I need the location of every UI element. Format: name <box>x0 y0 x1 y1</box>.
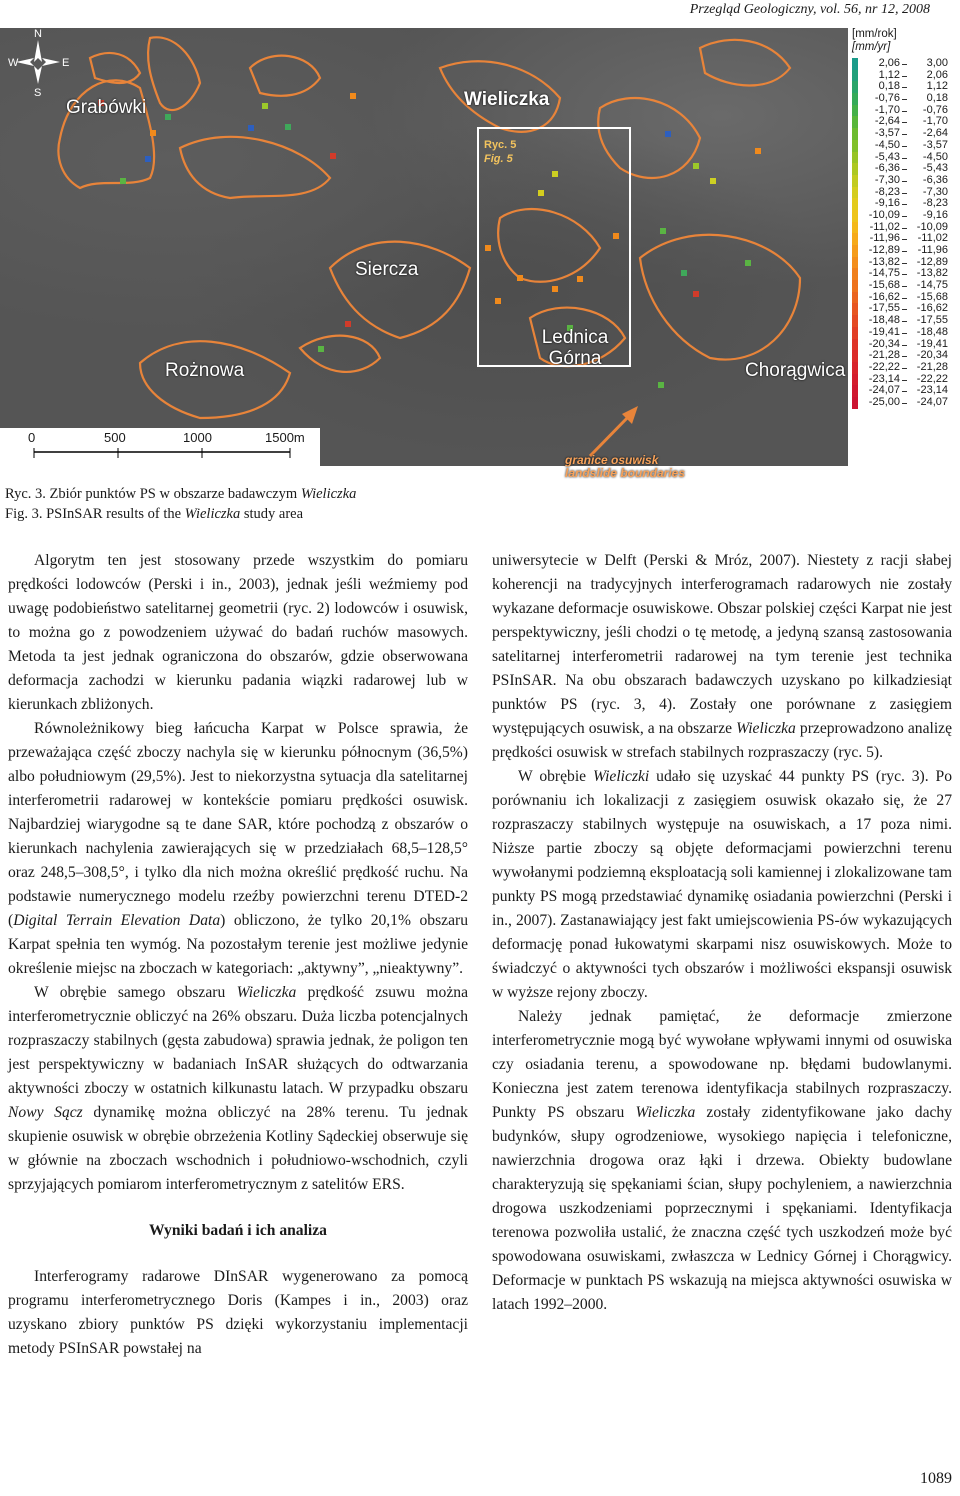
left-p2: Równoleżnikowy bieg łańcucha Karpat w Polsce sprawia, że przeważająca część zboczy nachyla się w kierunku północnym (36,5%) albo południowym (29,5%). Jest to niekorzystna sytuacja dla satelitarnej interferometrii radarowej w kontekście pomiaru prędkości osuwisk. Najbardziej wiarygodne są te dane SAR, które pochodzą z obszarów o kierunkach nachylenia zawierających się w przedziałach 68,5–128,5° oraz 248,5–308,5°, i tylko dla nich można określić prędkość ruchu. Na podstawie numerycznego modelu rzeźby powierzchni terenu DTED-2 (Digital Terrain Elevation Data) obliczono, że tylko 20,1% obszaru Karpat spełnia ten wymóg. Na pozostałym terenie jest możliwe jedynie określenie miejsc na zboczach w kategoriach: „aktywny”, „nieaktywny”. <box>8 720 468 977</box>
caption-pl-italic: Wieliczka <box>300 486 357 502</box>
legend-row <box>848 327 960 339</box>
boundary-label-en: landslide boundaries <box>565 466 686 481</box>
place-roznowa: Rożnowa <box>165 360 245 381</box>
legend-from: -0,76 <box>874 92 900 105</box>
legend-swatch <box>852 257 858 269</box>
legend-swatch <box>852 210 858 222</box>
legend-from: -7,30 <box>874 173 900 186</box>
legend-dash <box>902 134 907 135</box>
legend-from: -10,09 <box>868 208 900 221</box>
legend-dash <box>902 345 907 346</box>
landslide-boundary-label <box>565 454 685 480</box>
legend-dash <box>902 87 907 88</box>
legend-swatch <box>852 128 858 140</box>
legend-to: -19,41 <box>916 337 948 350</box>
legend-dash <box>902 403 907 404</box>
legend-to: -24,07 <box>916 395 948 408</box>
legend-to: 3,00 <box>926 57 948 69</box>
page-number: 1089 <box>920 1470 952 1487</box>
caption-en-suffix: study area <box>240 506 304 522</box>
right-column <box>492 549 952 1317</box>
legend-dash <box>902 146 907 147</box>
compass-w: W <box>8 57 19 69</box>
legend-swatch <box>852 268 858 280</box>
right-p3: Należy jednak pamiętać, że deformacje zmierzone interferometrycznie mogą być wywołane wpływami innymi od osuwiska czy osiadania terenu, a spowodowane np. błędami budowlanymi. Konieczna jest zatem terenowa identyfikacja stabilnych rozpraszaczy. Punkty PS obszaru Wieliczka zostały zidentyfikowane jako dachy budynków, słupy ogrodzeniowe, wysokiego napięcia i telefoniczne, nawierzchnia drogowa oraz łąki i drzewa. Obiekty budowlane charakteryzują się spękaniami ścian, słupy pochyleniem, a nawierzchnia drogowa uszkodzeniami poprzecznymi i spękaniami. Identyfikacja terenowa pozwoliła ustalić, że znaczna część tych uszkodzeń może być spowodowana osuwiskami, zwłaszcza w Lednicy Górnej i Chorągwicy. Deformacje w punktach PS wskazują na miejsca aktywności osuwiska w latach 1992–2000. <box>492 1008 953 1313</box>
legend-dash <box>902 204 907 205</box>
legend-to: -6,36 <box>922 173 948 186</box>
legend-dash <box>902 333 907 334</box>
legend-dash <box>902 274 907 275</box>
place-choragwica: Chorągwica <box>745 360 846 381</box>
caption-en-prefix: Fig. 3. <box>5 506 43 522</box>
legend-from: -22,22 <box>868 360 900 373</box>
legend-from: -11,96 <box>869 232 900 245</box>
place-wieliczka: Wieliczka <box>464 89 550 110</box>
legend-from: 1,12 <box>878 68 900 81</box>
legend-to: -8,23 <box>922 197 948 210</box>
ps-points <box>98 93 761 388</box>
legend-dash <box>902 158 907 159</box>
scale-0: 0 <box>28 430 36 445</box>
legend-to: -0,76 <box>922 103 948 116</box>
legend-row <box>848 93 960 105</box>
legend-from: -4,50 <box>874 138 900 151</box>
legend-swatch <box>852 245 858 257</box>
legend-dash <box>902 99 907 100</box>
legend-from: -14,75 <box>868 267 900 280</box>
legend-swatch <box>852 116 858 128</box>
legend-from: 2,06 <box>878 57 900 69</box>
legend-swatch <box>852 374 858 386</box>
legend-swatch <box>852 362 858 374</box>
legend-row <box>848 175 960 187</box>
legend-from: -13,82 <box>868 255 900 268</box>
left-p3: W obrębie samego obszaru Wieliczka prędkość zsuwu można interferometrycznie obliczyć na 26% obszaru. Duża liczba potencjalnych rozpraszaczy stabilnych (gęsta zabudowa) sprawia jednak, że poligon ten jest perspektywiczny w badaniach InSAR służących do odtwarzania aktywności zboczy w ostatnich kilkunastu latach. W przypadku obszaru Nowy Sącz dynamikę można obliczyć na 28% terenu. Tu jednak skupienie osuwisk w obrębie obrzeżenia Kotliny Sądeckiej obserwuje się w głównie na zboczach wschodnich i południowo-wschodnich, czyli sprzyjających pomiarom interferometrycznym z satelitów ERS. <box>8 984 468 1193</box>
legend-to: -21,28 <box>916 360 948 373</box>
legend-dash <box>902 193 907 194</box>
place-grabowki: Grabówki <box>66 97 147 118</box>
legend-to: 1,12 <box>926 80 948 93</box>
legend-from: -17,55 <box>868 302 900 315</box>
legend-from: -6,36 <box>874 162 900 175</box>
legend-dash <box>902 239 907 240</box>
legend-unit-en: [mm/yr] <box>852 41 891 53</box>
legend-dash <box>902 76 907 77</box>
caption-en <box>5 504 356 524</box>
compass-e: E <box>62 57 70 69</box>
legend-from: -18,48 <box>868 314 900 327</box>
legend-from: -12,89 <box>868 244 900 256</box>
legend-to: -18,48 <box>916 325 948 338</box>
legend-swatch <box>852 163 858 175</box>
legend-to: -11,02 <box>917 232 948 245</box>
fig5-label: Fig. 5 <box>484 153 513 165</box>
legend-dash <box>902 169 907 170</box>
legend-swatch <box>852 292 858 304</box>
legend-dash <box>902 64 907 65</box>
legend-dash <box>902 321 907 322</box>
legend-dash <box>902 286 907 287</box>
legend-dash <box>902 228 907 229</box>
legend-swatch <box>852 327 858 339</box>
ps-map-figure <box>0 28 848 481</box>
legend-to: -16,62 <box>916 302 948 315</box>
legend-to: -4,50 <box>922 150 948 163</box>
legend-dash <box>902 263 907 264</box>
legend-row <box>848 210 960 222</box>
legend-to: -11,96 <box>917 244 948 256</box>
scale-500: 500 <box>104 430 126 445</box>
caption-en-text: PSInSAR results of the <box>42 506 185 522</box>
legend-from: -25,00 <box>868 395 900 408</box>
compass-s: S <box>34 87 42 99</box>
place-siercza: Siercza <box>355 259 419 280</box>
legend-to: -17,55 <box>916 314 948 327</box>
legend-swatch <box>852 140 858 152</box>
legend-from: -23,14 <box>868 372 900 385</box>
legend-swatch <box>852 105 858 117</box>
legend-swatch <box>852 280 858 292</box>
section-heading: Wyniki badań i ich analiza <box>149 1222 327 1239</box>
legend-from: -21,28 <box>868 349 900 362</box>
legend-swatch <box>852 152 858 164</box>
legend-to: -14,75 <box>916 279 948 292</box>
legend-to: -15,68 <box>916 290 948 303</box>
caption-pl-prefix: Ryc. 3. <box>5 486 46 502</box>
figure-caption <box>5 484 356 524</box>
left-p1: Algorytm ten jest stosowany przede wszystkim do pomiaru prędkości lodowców (Perski i in., 2003), jednak jeśli weźmiemy pod uwagę podobieństwo satelitarnej geometrii (ryc. 2) lodowców i osuwisk, to można go z powodzeniem używać do badań ruchów masowych. Metoda ta jest jednak ograniczona do obszarów, gdzie obserwowana deformacja zachodzi w kierunku padania wiązki radarowej lub w kierunkach zbliżonych. <box>8 552 468 713</box>
legend-dash <box>902 251 907 252</box>
legend-from: -19,41 <box>868 325 900 338</box>
legend-from: -24,07 <box>868 384 900 397</box>
legend-swatch <box>852 233 858 245</box>
ryc5-label: Ryc. 5 <box>484 139 517 151</box>
legend-swatch <box>852 315 858 327</box>
left-p4: Interferogramy radarowe DInSAR wygenerowano za pomocą programu interferometrycznego Doris (Kampes i in., 2003) oraz uzyskano zbiory punktów PS dzięki wykorzystaniu implementacji metody PSInSAR powstałej na <box>8 1268 468 1357</box>
legend-dash <box>902 216 907 217</box>
scale-bar <box>0 428 320 466</box>
legend-dash <box>902 111 907 112</box>
legend-from: -9,16 <box>874 197 900 210</box>
legend-dash <box>902 122 907 123</box>
velocity-legend <box>848 28 960 466</box>
legend-to: -5,43 <box>922 162 948 175</box>
legend-to: -2,64 <box>922 127 948 140</box>
legend-to: -13,82 <box>916 267 948 280</box>
left-column <box>8 549 468 1361</box>
legend-to: -20,34 <box>916 349 948 362</box>
legend-dash <box>902 309 907 310</box>
legend-to: -7,30 <box>922 185 948 198</box>
legend-dash <box>902 391 907 392</box>
journal-header: Przegląd Geologiczny, vol. 56, nr 12, 2008 <box>689 2 930 17</box>
legend-from: 0,18 <box>878 80 900 93</box>
legend-dash <box>902 181 907 182</box>
legend-from: -5,43 <box>874 150 900 163</box>
legend-to: -1,70 <box>922 115 948 128</box>
legend-from: -20,34 <box>868 337 900 350</box>
legend-from: -1,70 <box>874 103 900 116</box>
scale-1000: 1000 <box>183 430 212 445</box>
legend-swatch <box>852 187 858 199</box>
boundary-label-pl: granice osuwisk <box>565 453 659 467</box>
legend-swatch <box>852 81 858 93</box>
caption-en-italic: Wieliczka <box>184 506 241 522</box>
legend-to: -10,09 <box>916 220 948 233</box>
legend-dash <box>902 356 907 357</box>
legend-from: -3,57 <box>874 127 900 140</box>
legend-swatch <box>852 222 858 234</box>
legend-from: -11,02 <box>869 220 900 233</box>
legend-unit-pl: [mm/rok] <box>852 28 897 40</box>
right-p1: uniwersytecie w Delft (Perski & Mróz, 2007). Niestety z racji słabej koherencji na tradycyjnych interferogramach radarowych nie zostały wykazane deformacje osuwiskowe. Obszar polskiej części Karpat nie jest perspektywiczny, jeśli chodzi o tę metodę, a jedyną szansą zastosowania satelitarnej interferometrii radarowej na tym terenie jest technika PSInSAR. Na obu obszarach badawczych uzyskano po kilkadziesiąt punktów PS (ryc. 3, 4). Zostały one porównane z zasięgiem występujących osuwisk, a na obszarze Wieliczka przeprowadzono analizę prędkości osuwisk w strefach stabilnych rozpraszaczy (ryc. 5). <box>492 552 953 761</box>
map-overlay <box>0 28 848 466</box>
compass-n: N <box>34 28 42 40</box>
legend-swatch <box>852 397 858 409</box>
legend-from: -2,64 <box>874 115 900 128</box>
right-p2: W obrębie Wieliczki udało się uzyskać 44 punkty PS (ryc. 3). Po porównaniu ich lokalizacji z zasięgiem osuwisk okazało się, że 27 rozpraszaczy stabilnych występuje na osuwiskach, a 17 poza nimi. Niższe partie zboczy są objęte deformacjami powierzchni terenu wywołanymi podziemną eksploatacją soli kamiennej i zlokalizowane tam punkty PS mogą przedstawiać dynamikę osiadania powierzchni (Perski i in., 2007). Zastanawiający jest fakt umiejscowienia PS-ów wykazujących deformację ponad łukowatymi skarpami nisz osuwiskowych. Może to świadczyć o aktywności tych obszarów i możliwości ekspansji osuwisk w wyższe rejony zboczy. <box>492 768 953 1001</box>
legend-to: 2,06 <box>926 68 948 81</box>
legend-to: -9,16 <box>922 208 948 221</box>
legend-swatch <box>852 70 858 82</box>
legend-rows <box>848 58 960 409</box>
legend-row <box>848 280 960 292</box>
legend-swatch <box>852 175 858 187</box>
caption-pl-text: Zbiór punktów PS w obszarze badawczym <box>45 486 301 502</box>
legend-swatch <box>852 350 858 362</box>
legend-swatch <box>852 58 858 70</box>
legend-to: -12,89 <box>916 255 948 268</box>
compass-icon <box>16 40 60 84</box>
legend-row <box>848 362 960 374</box>
legend-from: -15,68 <box>868 279 900 292</box>
legend-to: -3,57 <box>922 138 948 151</box>
boundary-arrow <box>590 406 638 456</box>
legend-row <box>848 140 960 152</box>
legend-swatch <box>852 385 858 397</box>
legend-swatch <box>852 198 858 210</box>
legend-from: -16,62 <box>868 290 900 303</box>
legend-to: 0,18 <box>926 92 948 105</box>
legend-row <box>848 245 960 257</box>
legend-to: -22,22 <box>916 372 948 385</box>
scale-1500: 1500m <box>265 430 305 445</box>
legend-swatch <box>852 93 858 105</box>
legend-swatch <box>852 339 858 351</box>
legend-dash <box>902 368 907 369</box>
caption-pl <box>5 484 356 504</box>
legend-row <box>848 58 960 70</box>
legend-from: -8,23 <box>874 185 900 198</box>
legend-to: -23,14 <box>916 384 948 397</box>
legend-dash <box>902 380 907 381</box>
legend-swatch <box>852 303 858 315</box>
legend-row <box>848 397 960 409</box>
legend-dash <box>902 298 907 299</box>
place-lednica-gorna: Lednica Górna <box>541 327 609 369</box>
